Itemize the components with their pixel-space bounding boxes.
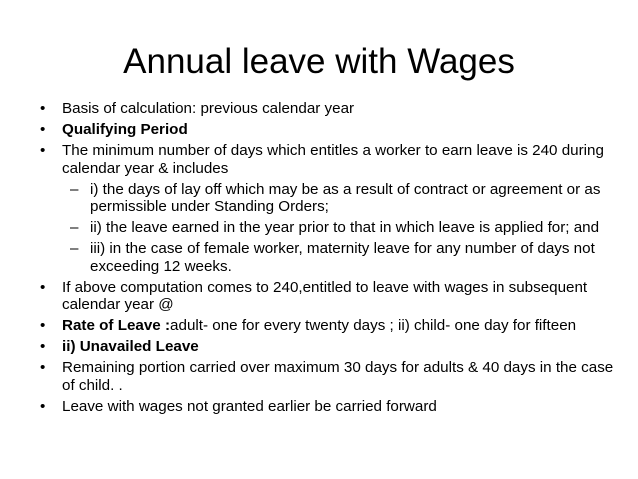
sub-bullet-text: i) the days of lay off which may be as a result of contract or agreement or as permissible under Standing Orders; bbox=[90, 180, 601, 215]
dash-marker: – bbox=[70, 180, 79, 198]
bullet-rate-of-leave bbox=[40, 317, 620, 335]
bullet-remaining-portion bbox=[40, 359, 620, 394]
bullet-text: Leave with wages not granted earlier be carried forward bbox=[62, 397, 437, 415]
bullet-bold-text: Rate of Leave : bbox=[62, 317, 171, 334]
bullet-marker: • bbox=[40, 359, 46, 376]
bullet-marker: • bbox=[40, 142, 46, 159]
bullet-qualifying-period bbox=[40, 121, 620, 139]
bullet-text: adult- one for every twenty days ; ii) child- one day for fifteen bbox=[170, 317, 577, 334]
bullet-carried-forward bbox=[40, 398, 620, 416]
bullet-marker: • bbox=[40, 100, 46, 117]
bullet-marker: • bbox=[40, 121, 46, 138]
bullet-marker: • bbox=[40, 317, 46, 334]
bullet-bold-text: Qualifying Period bbox=[62, 121, 188, 138]
sub-bullet-text: ii) the leave earned in the year prior to that in which leave is applied for; and bbox=[90, 219, 600, 236]
dash-marker: – bbox=[70, 219, 79, 236]
sub-bullet-text: iii) in the case of female worker, maternity leave for any number of days not exceeding 12 weeks. bbox=[90, 240, 595, 275]
sub-bullet-maternity bbox=[70, 240, 620, 275]
bullet-bold-text: ii) Unavailed Leave bbox=[62, 338, 199, 355]
slide-body bbox=[40, 100, 620, 419]
bullet-unavailed-leave bbox=[40, 338, 620, 356]
bullet-text: The minimum number of days which entitles a worker to earn leave is 240 during calendar year & includes bbox=[62, 142, 604, 177]
bullet-computation bbox=[40, 279, 620, 314]
sub-bullet-leave-earned bbox=[70, 219, 620, 237]
bullet-text: Remaining portion carried over maximum 30 days for adults & 40 days in the case of child. . bbox=[62, 359, 614, 394]
bullet-basis-of-calculation bbox=[40, 100, 620, 118]
bullet-text: Basis of calculation: previous calendar year bbox=[62, 100, 355, 117]
bullet-text: If above computation comes to 240,entitled to leave with wages in subsequent calendar year @ bbox=[62, 278, 588, 313]
bullet-marker: • bbox=[40, 278, 46, 296]
sub-bullet-lay-off bbox=[70, 181, 620, 216]
bullet-minimum-days bbox=[40, 142, 620, 177]
dash-marker: – bbox=[70, 240, 79, 257]
slide-title: Annual leave with Wages bbox=[123, 42, 515, 81]
bullet-marker: • bbox=[40, 397, 46, 415]
bullet-marker: • bbox=[40, 338, 46, 355]
